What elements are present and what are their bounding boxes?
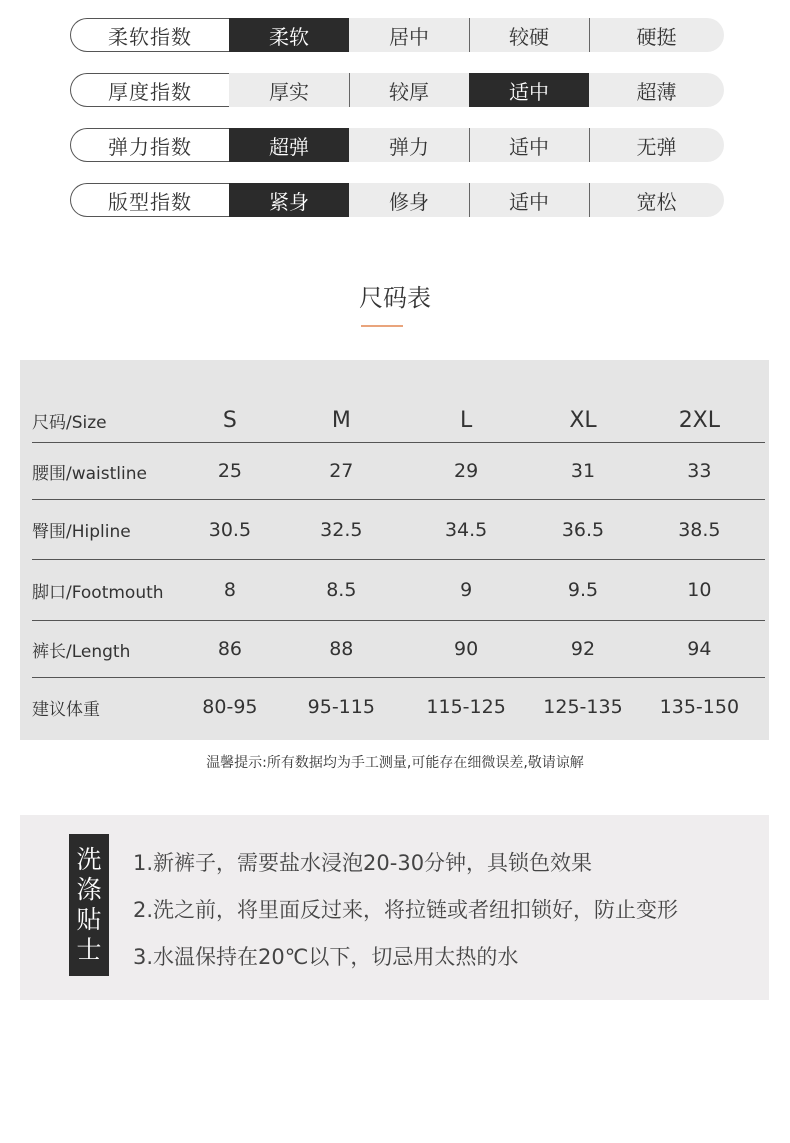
table-cell: 33 [687, 460, 712, 482]
washing-tip-3: 3.水温保持在20℃以下，切忌用太热的水 [133, 945, 519, 969]
table-cell: 8.5 [326, 579, 357, 601]
index-label: 厚度指数 [70, 73, 229, 107]
table-cell: 125-135 [543, 696, 623, 718]
table-row-weight [32, 678, 765, 736]
size-m: M [331, 407, 351, 433]
table-cell: 36.5 [561, 518, 605, 541]
row-label: 裤长/Length [32, 641, 131, 662]
index-row-elasticity [70, 128, 724, 162]
index-row-thickness [70, 73, 724, 107]
table-cell: 94 [687, 638, 712, 660]
table-cell: 38.5 [678, 518, 721, 541]
index-option-active: 适中 [469, 73, 589, 107]
index-row-softness [70, 18, 724, 52]
washing-tip-2: 2.洗之前，将里面反过来，将拉链或者纽扣锁好，防止变形 [133, 898, 679, 922]
index-options [229, 183, 724, 217]
badge-char: 洗 [76, 845, 102, 874]
table-cell: 95-115 [307, 696, 375, 718]
index-row-fit [70, 183, 724, 217]
size-xl: XL [569, 407, 597, 433]
washing-tips-badge [69, 834, 109, 976]
table-cell: 9 [460, 579, 473, 601]
table-row-waistline [32, 443, 765, 500]
size-table-header [32, 398, 765, 443]
size-l: L [459, 407, 473, 433]
row-label: 腰围/waistline [32, 463, 147, 484]
table-cell: 88 [329, 638, 354, 660]
table-cell: 92 [570, 638, 596, 660]
table-row-length [32, 621, 765, 678]
index-options [229, 18, 724, 52]
measurement-tip: 温馨提示:所有数据均为手工测量,可能存在细微误差,敬请谅解 [206, 755, 584, 771]
index-option: 较硬 [469, 18, 589, 52]
index-label: 柔软指数 [70, 18, 229, 52]
index-option: 硬挺 [589, 18, 724, 52]
row-label: 建议体重 [32, 699, 100, 720]
badge-char: 贴 [76, 905, 102, 934]
header-label: 尺码/Size [32, 412, 107, 433]
table-cell: 29 [454, 460, 479, 482]
washing-tip-1: 1.新裤子，需要盐水浸泡20-30分钟，具锁色效果 [133, 851, 593, 875]
index-option: 较厚 [349, 73, 469, 107]
table-cell: 80-95 [202, 696, 258, 718]
index-option: 适中 [469, 183, 589, 217]
index-option-active: 柔软 [229, 18, 349, 52]
table-cell: 90 [454, 638, 479, 660]
index-option: 厚实 [269, 79, 309, 104]
table-cell: 115-125 [426, 696, 506, 718]
table-row-hipline [32, 500, 765, 560]
index-option: 适中 [469, 128, 589, 162]
table-cell: 30.5 [208, 518, 252, 541]
table-cell: 10 [687, 579, 712, 601]
index-option: 修身 [389, 189, 429, 214]
table-cell: 135-150 [659, 696, 740, 718]
index-option-active: 超弹 [229, 128, 349, 162]
index-option-active: 紧身 [229, 183, 349, 217]
row-label: 臀围/Hipline [32, 522, 131, 542]
badge-char: 涤 [76, 875, 102, 904]
index-option: 弹力 [389, 134, 429, 159]
table-cell: 32.5 [320, 518, 363, 541]
table-cell: 9.5 [567, 579, 599, 601]
table-cell: 25 [217, 460, 242, 482]
table-row-footmouth [32, 560, 765, 621]
index-option: 超薄 [636, 79, 677, 104]
index-options [229, 128, 724, 162]
index-option: 宽松 [589, 183, 724, 217]
table-cell: 8 [223, 579, 236, 601]
size-s: S [222, 407, 237, 433]
badge-char: 士 [76, 935, 102, 964]
title-underline [361, 325, 403, 327]
table-cell: 86 [217, 638, 242, 660]
table-cell: 27 [329, 460, 354, 482]
size-chart-title: 尺码表 [359, 284, 431, 312]
row-label: 脚口/Footmouth [32, 582, 164, 603]
index-label: 弹力指数 [70, 128, 229, 162]
table-cell: 34.5 [444, 518, 488, 541]
table-cell: 31 [570, 460, 596, 482]
index-option: 无弹 [589, 128, 724, 162]
index-option: 居中 [389, 24, 429, 49]
index-options [229, 73, 724, 107]
index-label: 版型指数 [70, 183, 229, 217]
size-2xl: 2XL [678, 407, 721, 433]
